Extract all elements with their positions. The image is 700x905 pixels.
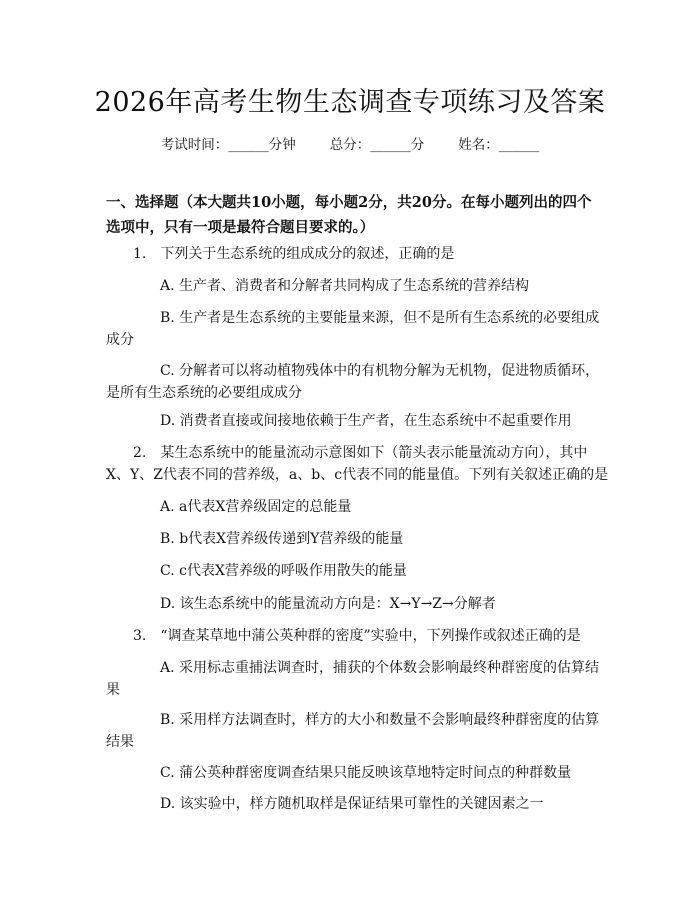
- score-field: 总分：______分: [329, 137, 425, 153]
- section-heading: 一、选择题（本大题共10小题，每小题2分，共20分。在每小题列出的四个选项中，只有一项是最符合题目要求的。）: [106, 194, 592, 236]
- question-3-stem: 3. “调查某草地中蒲公英种群的密度”实验中，下列操作或叙述正确的是: [133, 628, 581, 644]
- q2-option-c: C. c代表X营养级的呼吸作用散失的能量: [160, 563, 407, 579]
- question-2-stem-cont: X、Y、Z代表不同的营养级，a、b、c代表不同的能量值。下列有关叙述正确的是: [106, 467, 609, 483]
- q1-option-c: C. 分解者可以将动植物残体中的有机物分解为无机物，促进物质循环，: [160, 363, 600, 379]
- page-title: 2026年高考生物生态调查专项练习及答案: [94, 87, 606, 118]
- q3-option-b-cont: 结果: [106, 734, 134, 750]
- exam-meta: [0, 133, 700, 153]
- q2-option-a: A. a代表X营养级固定的总能量: [160, 499, 352, 515]
- q1-option-d: D. 消费者直接或间接地依赖于生产者，在生态系统中不起重要作用: [160, 413, 572, 429]
- q3-option-a-cont: 果: [106, 682, 120, 698]
- question-1-stem: 1. 下列关于生态系统的组成成分的叙述，正确的是: [133, 246, 455, 262]
- q3-option-b: B. 采用样方法调查时，样方的大小和数量不会影响最终种群密度的估算: [160, 712, 600, 728]
- q2-option-d: D. 该生态系统中的能量流动方向是：X→Y→Z→分解者: [160, 596, 496, 612]
- q3-option-d: D. 该实验中，样方随机取样是保证结果可靠性的关键因素之一: [160, 796, 544, 812]
- q3-option-a: A. 采用标志重捕法调查时，捕获的个体数会影响最终种群密度的估算结: [160, 660, 600, 676]
- q1-option-a: A. 生产者、消费者和分解者共同构成了生态系统的营养结构: [160, 278, 530, 294]
- name-field: 姓名：______: [458, 137, 540, 153]
- q3-option-c: C. 蒲公英种群密度调查结果只能反映该草地特定时间点的种群数量: [160, 765, 572, 781]
- time-field: 考试时间：______分钟: [160, 137, 296, 153]
- q2-option-b: B. b代表X营养级传递到Y营养级的能量: [160, 531, 404, 547]
- question-2-stem: 2. 某生态系统中的能量流动示意图如下（箭头表示能量流动方向），其中: [133, 445, 588, 461]
- q1-option-b-cont: 成分: [106, 332, 134, 348]
- q1-option-b: B. 生产者是生态系统的主要能量来源，但不是所有生态系统的必要组成: [160, 310, 600, 326]
- q1-option-c-cont: 是所有生态系统的必要组成成分: [106, 385, 302, 401]
